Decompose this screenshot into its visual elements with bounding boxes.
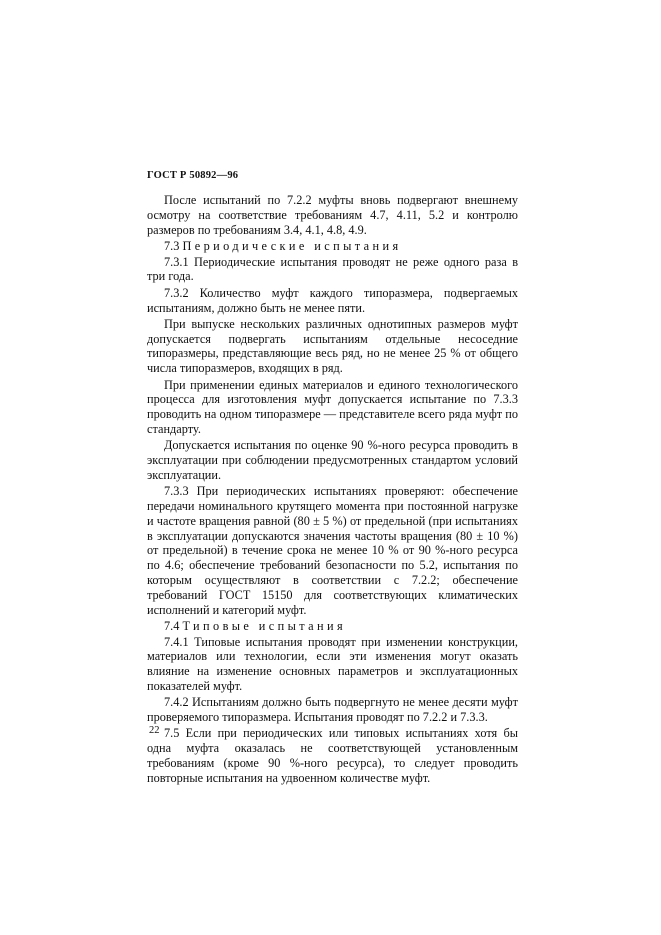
paragraph-intro: После испытаний по 7.2.2 муфты вновь подвергают внешнему осмотру на соответствие требованиям 4.7, 4.11, 5.2 и контролю размеров по требованиям 3.4, 4.1, 4.8, 4.9. (147, 193, 518, 237)
paragraph-7-3-3: 7.3.3 При периодических испытаниях проверяют: обеспечение передачи номинального крутящего момента при постоянной нагрузке и частоте вращения равной (80 ± 5 %) от предельной (при испытаниях в эксплуатации допускаются значения частоты вращения (80 ± 10 %) от предельной) в течение срока не менее 10 % от 90 %-ного ресурса по 4.6; обеспечение требований безопасности по 5.2, испытания по которым осуществляют в соответствии с 7.2.2; обеспечение требований ГОСТ 15150 для соответствующих климатических исполнений и категорий муфт. (147, 484, 518, 617)
paragraph-7-3-1: 7.3.1 Периодические испытания проводят не реже одного раза в три года. (147, 254, 518, 284)
section-title: Периодические испытания (182, 238, 402, 253)
paragraph-7-3-2-resource: Допускается испытания по оценке 90 %-ного ресурса проводить в эксплуатации при соблюдении предусмотренных стандартом условий эксплуатации. (147, 438, 518, 482)
document-body (147, 193, 518, 787)
section-number: 7.4 (164, 618, 180, 633)
paragraph-7-3-2-materials: При применении единых материалов и единого технологического процесса для изготовления муфт допускается испытание по 7.3.3 проводить на одном типоразмере — представителе всего ряда муфт по стандарту. (147, 377, 518, 436)
paragraph-7-3-2: 7.3.2 Количество муфт каждого типоразмера, подвергаемых испытаниям, должно быть не менее пяти. (147, 285, 518, 315)
section-number: 7.3 (164, 238, 180, 253)
paragraph-7-5: 7.5 Если при периодических или типовых испытаниях хотя бы одна муфта оказалась не соответствующей установленным требованиям (кроме 90 %-ного ресурса), то следует проводить повторные испытания на удвоенном количестве муфт. (147, 726, 518, 785)
paragraph-7-3-2-series: При выпуске нескольких различных однотипных размеров муфт допускается подвергать испытаниям отдельные несоседние типоразмеры, представляющие весь ряд, но не менее 25 % от общего числа типоразмеров, входящих в ряд. (147, 316, 518, 376)
page-number: 22 (149, 725, 160, 736)
document-header: ГОСТ Р 50892—96 (147, 170, 239, 181)
section-heading-7-4 (147, 619, 518, 634)
section-title: Типовые испытания (182, 618, 347, 633)
section-heading-7-3 (147, 239, 518, 254)
paragraph-7-4-2: 7.4.2 Испытаниям должно быть подвергнуто не менее десяти муфт проверяемого типоразмера. Испытания проводят по 7.2.2 и 7.3.3. (147, 695, 518, 725)
paragraph-7-4-1: 7.4.1 Типовые испытания проводят при изменении конструкции, материалов или технологии, если эти изменения могут оказать влияние на изменение основных параметров и эксплуатационных показателей муфт. (147, 634, 518, 693)
